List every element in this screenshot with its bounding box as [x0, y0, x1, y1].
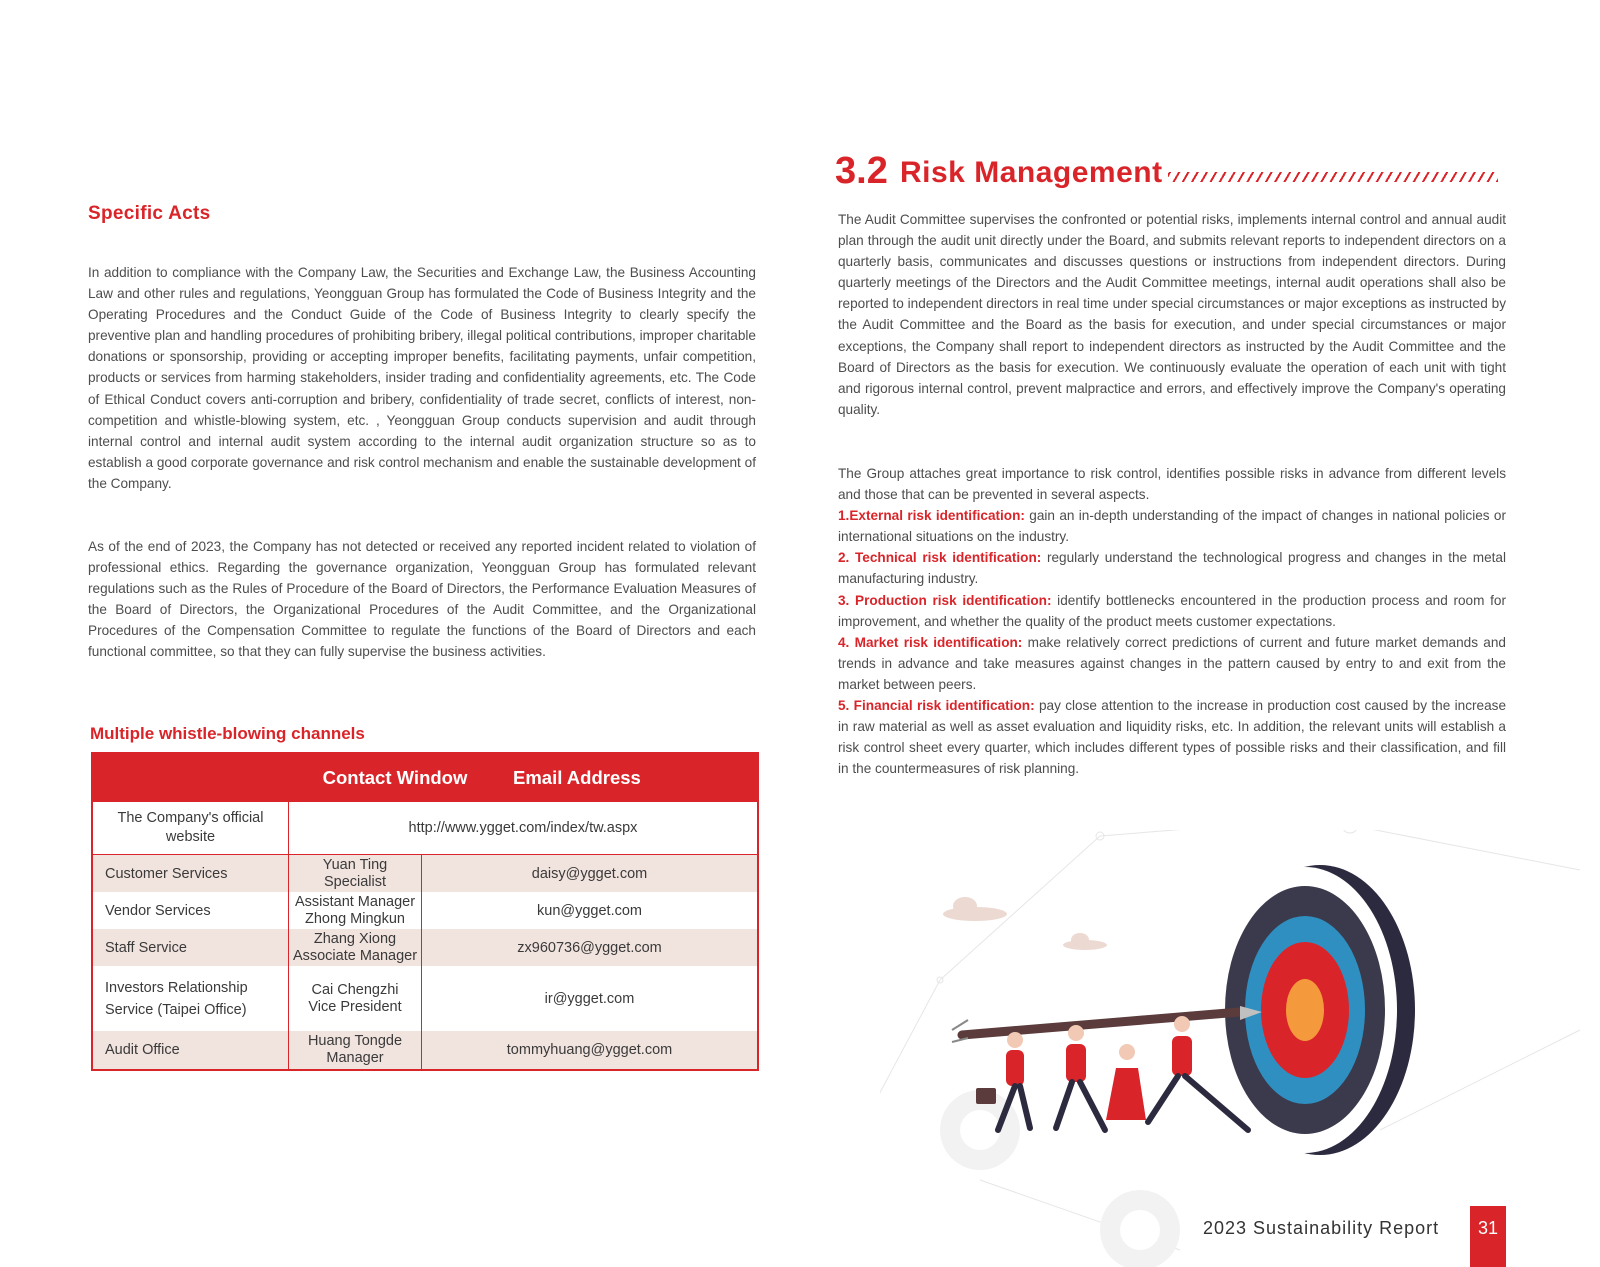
risk-item-text: regularly understand the technological progress and changes in the metal manufacturing industry.: [838, 550, 1506, 587]
risk-item-label: 2. Technical risk identification:: [838, 550, 1042, 566]
unit-cell: Staff Service: [93, 929, 289, 966]
risk-paragraph-1: The Audit Committee supervises the confronted or potential risks, implements internal control and annual audit plan through the audit unit directly under the Board, and submits relevant reports to independent directors on a quarterly basis, communicates and discusses questions or instructions from independent directors. During quarterly meetings of the Directors and the Audit Committee meetings, internal audit operations shall also be reported to independent directors in real time under special circumstances or major exceptions as instructed by the Audit Committee and the Board as the basis for execution, and under special circumstances or major exceptions, the Company shall report to independent directors as instructed by the Audit Committee and the Board of Directors as the basis for execution. We continuously evaluate the operation of each unit with tight and rigorous internal control, prevent malpractice and errors, and effectively improve the Company's operating quality.: [838, 212, 1506, 417]
unit-cell: Vendor Services: [93, 892, 289, 929]
risk-item-label: 5. Financial risk identification:: [838, 698, 1035, 714]
table-row: [93, 1031, 757, 1069]
table-row: [93, 966, 757, 1031]
unit-cell: Customer Services: [93, 855, 289, 892]
table-row: [93, 929, 757, 966]
page-number: 31: [1470, 1206, 1506, 1267]
email-cell[interactable]: ir@ygget.com: [544, 990, 635, 1007]
table-row: [93, 892, 757, 929]
risk-item-text: pay close attention to the increase in production cost caused by the increase in raw material as well as asset evaluation and liquidity risks, etc. In addition, the relevant units will establish a risk control sheet every quarter, which includes different types of possible risks and their classification, and fill in the countermeasures of risk planning.: [838, 698, 1507, 777]
section-title: Risk Management: [900, 156, 1163, 189]
contact-cell: Assistant Manager Zhong Mingkun: [289, 892, 422, 929]
email-cell[interactable]: zx960736@ygget.com: [517, 939, 662, 956]
risk-item-label: 4. Market risk identification:: [838, 634, 1023, 650]
risk-item: [838, 632, 1506, 695]
contact-cell: Zhang Xiong Associate Manager: [289, 929, 422, 966]
contact-cell: Huang Tongde Manager: [289, 1031, 422, 1069]
email-cell[interactable]: tommyhuang@ygget.com: [506, 1042, 673, 1058]
header-contact-window: Contact Window: [322, 767, 468, 788]
team-people-icon: [976, 1016, 1248, 1130]
header-email-address: Email Address: [513, 767, 641, 788]
risk-item-text: make relatively correct predictions of current and future market demands and trends in advance and take measures against changes in the pattern caused by entry to and exit from the market between peers.: [838, 634, 1506, 692]
table-row-website: [93, 802, 757, 855]
risk-item-text: identify bottlenecks encountered in the production process and room for improvement, and whether the quality of the product meets customer expectations.: [838, 592, 1506, 629]
specific-acts-paragraph-2: As of the end of 2023, the Company has not detected or received any reported incident related to violation of professional ethics. Regarding the governance organization, Yeongguan Group has formulated relevant regulations such as the Rules of Procedure of the Board of Directors, the Performance Evaluation Measures of the Board of Directors, the Organizational Procedures of the Audit Committee, and the Organizational Procedures of the Compensation Committee to regulate the functions of the Board of Directors and each functional committee, so that they can fully supervise the business activities.: [88, 539, 756, 660]
report-title-footer: 2023 Sustainability Report: [1203, 1218, 1440, 1238]
table-header-row: [93, 754, 757, 802]
email-cell[interactable]: daisy@ygget.com: [531, 865, 648, 882]
unit-cell: Investors Relationship Service (Taipei Office): [93, 966, 289, 1031]
contact-cell: Yuan Ting Specialist: [289, 855, 422, 892]
whistle-blowing-heading: Multiple whistle-blowing channels: [90, 724, 365, 743]
risk-item: [838, 547, 1506, 589]
website-url[interactable]: http://www.ygget.com/index/tw.aspx: [408, 820, 638, 836]
contact-cell: Cai Chengzhi Vice President: [289, 966, 422, 1031]
risk-item-label: 1.External risk identification:: [838, 508, 1025, 524]
specific-acts-paragraph-1: In addition to compliance with the Company Law, the Securities and Exchange Law, the Business Accounting Law and other rules and regulations, Yeongguan Group has formulated the Code of Business Integrity and the Operating Procedures and the Conduct Guide of the Code of Business Integrity to clearly specify the preventive plan and handling procedures of prohibiting bribery, illegal political contributions, improper charitable donations or sponsorship, providing or accepting improper benefits, facilitating payments, unfair competition, products or services from harming stakeholders, insider trading and confidentiality agreements, etc. The Code of Ethical Conduct covers anti-corruption and bribery, confidentiality of trade secret, conflicts of interest, non-competition and whistle-blowing system, etc. , Yeongguan Group conducts supervision and audit through internal control and internal audit system according to the internal audit organization structure so as to establish a good corporate governance and risk control mechanism and enable the sustainable development of the Company.: [88, 265, 756, 491]
risk-item: [838, 695, 1506, 779]
email-cell[interactable]: kun@ygget.com: [537, 902, 642, 919]
table-row: [93, 855, 757, 892]
unit-cell: Audit Office: [93, 1031, 289, 1069]
risk-item-text: gain an in-depth understanding of the impact of changes in national policies or international situations on the industry.: [838, 508, 1506, 545]
specific-acts-heading: Specific Acts: [88, 203, 211, 224]
risk-item: [838, 590, 1506, 632]
title-hatch-divider: [1168, 172, 1498, 182]
cloud-icon: [943, 897, 1107, 950]
risk-item: [838, 505, 1506, 547]
whistle-blowing-table: [91, 752, 759, 1071]
target-team-illustration: [880, 830, 1600, 1267]
website-label: The Company's official website: [93, 802, 289, 854]
section-number: 3.2: [835, 150, 888, 192]
risk-intro: The Group attaches great importance to risk control, identifies possible risks in advance from different levels and those that can be prevented in several aspects.: [838, 466, 1506, 503]
risk-paragraph-2: [838, 463, 1506, 779]
risk-item-label: 3. Production risk identification:: [838, 592, 1052, 608]
